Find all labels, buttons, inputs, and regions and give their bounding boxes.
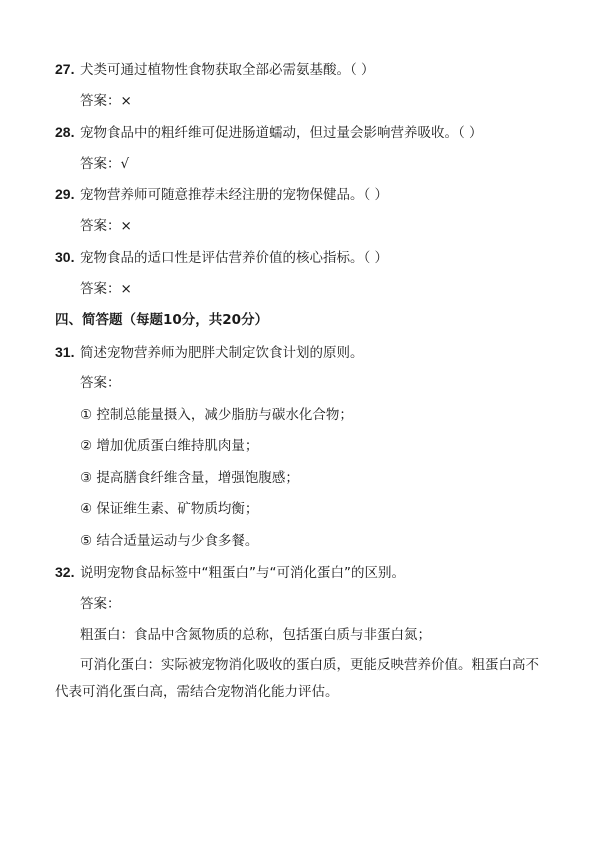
answer-30: 答案：× xyxy=(80,281,132,297)
question-27 xyxy=(55,60,560,79)
answer-label-32: 答案： xyxy=(80,596,121,612)
answer-27: 答案：× xyxy=(80,93,132,109)
question-number: 32. xyxy=(55,564,75,580)
question-29 xyxy=(55,185,560,204)
question-number: 27. xyxy=(55,61,75,77)
answer-point: ③ 提高膳食纤维含量，增强饱腹感； xyxy=(80,470,299,486)
question-31 xyxy=(55,343,560,362)
question-30 xyxy=(55,248,560,267)
answer-28: 答案：√ xyxy=(80,156,130,172)
question-number: 30. xyxy=(55,249,75,265)
question-text: 说明宠物食品标签中“粗蛋白”与“可消化蛋白”的区别。 xyxy=(80,565,405,581)
answer-29: 答案：× xyxy=(80,218,132,234)
question-number: 28. xyxy=(55,124,75,140)
question-number: 29. xyxy=(55,186,75,202)
question-text: 简述宠物营养师为肥胖犬制定饮食计划的原则。 xyxy=(80,345,364,361)
section-heading: 四、简答题（每题10分，共20分） xyxy=(55,312,269,328)
answer-paragraph: 可消化蛋白：实际被宠物消化吸收的蛋白质，更能反映营养价值。粗蛋白高不代表可消化蛋白高，需结合宠物消化能力评估。 xyxy=(55,657,539,700)
question-32 xyxy=(55,563,560,582)
question-text: 宠物营养师可随意推荐未经注册的宠物保健品。（ ） xyxy=(80,187,389,203)
answer-point: ① 控制总能量摄入，减少脂肪与碳水化合物； xyxy=(80,407,353,423)
question-28 xyxy=(55,123,560,142)
answer-line: 粗蛋白：食品中含氮物质的总称，包括蛋白质与非蛋白氮； xyxy=(80,627,431,643)
answer-point: ⑤ 结合适量运动与少食多餐。 xyxy=(80,533,259,549)
question-text: 宠物食品中的粗纤维可促进肠道蠕动，但过量会影响营养吸收。（ ） xyxy=(80,125,483,141)
answer-point: ② 增加优质蛋白维持肌肉量； xyxy=(80,438,259,454)
answer-point: ④ 保证维生素、矿物质均衡； xyxy=(80,501,259,517)
answer-label-31: 答案： xyxy=(80,375,121,391)
question-text: 宠物食品的适口性是评估营养价值的核心指标。（ ） xyxy=(80,250,389,266)
question-number: 31. xyxy=(55,344,75,360)
question-text: 犬类可通过植物性食物获取全部必需氨基酸。（ ） xyxy=(80,62,375,78)
